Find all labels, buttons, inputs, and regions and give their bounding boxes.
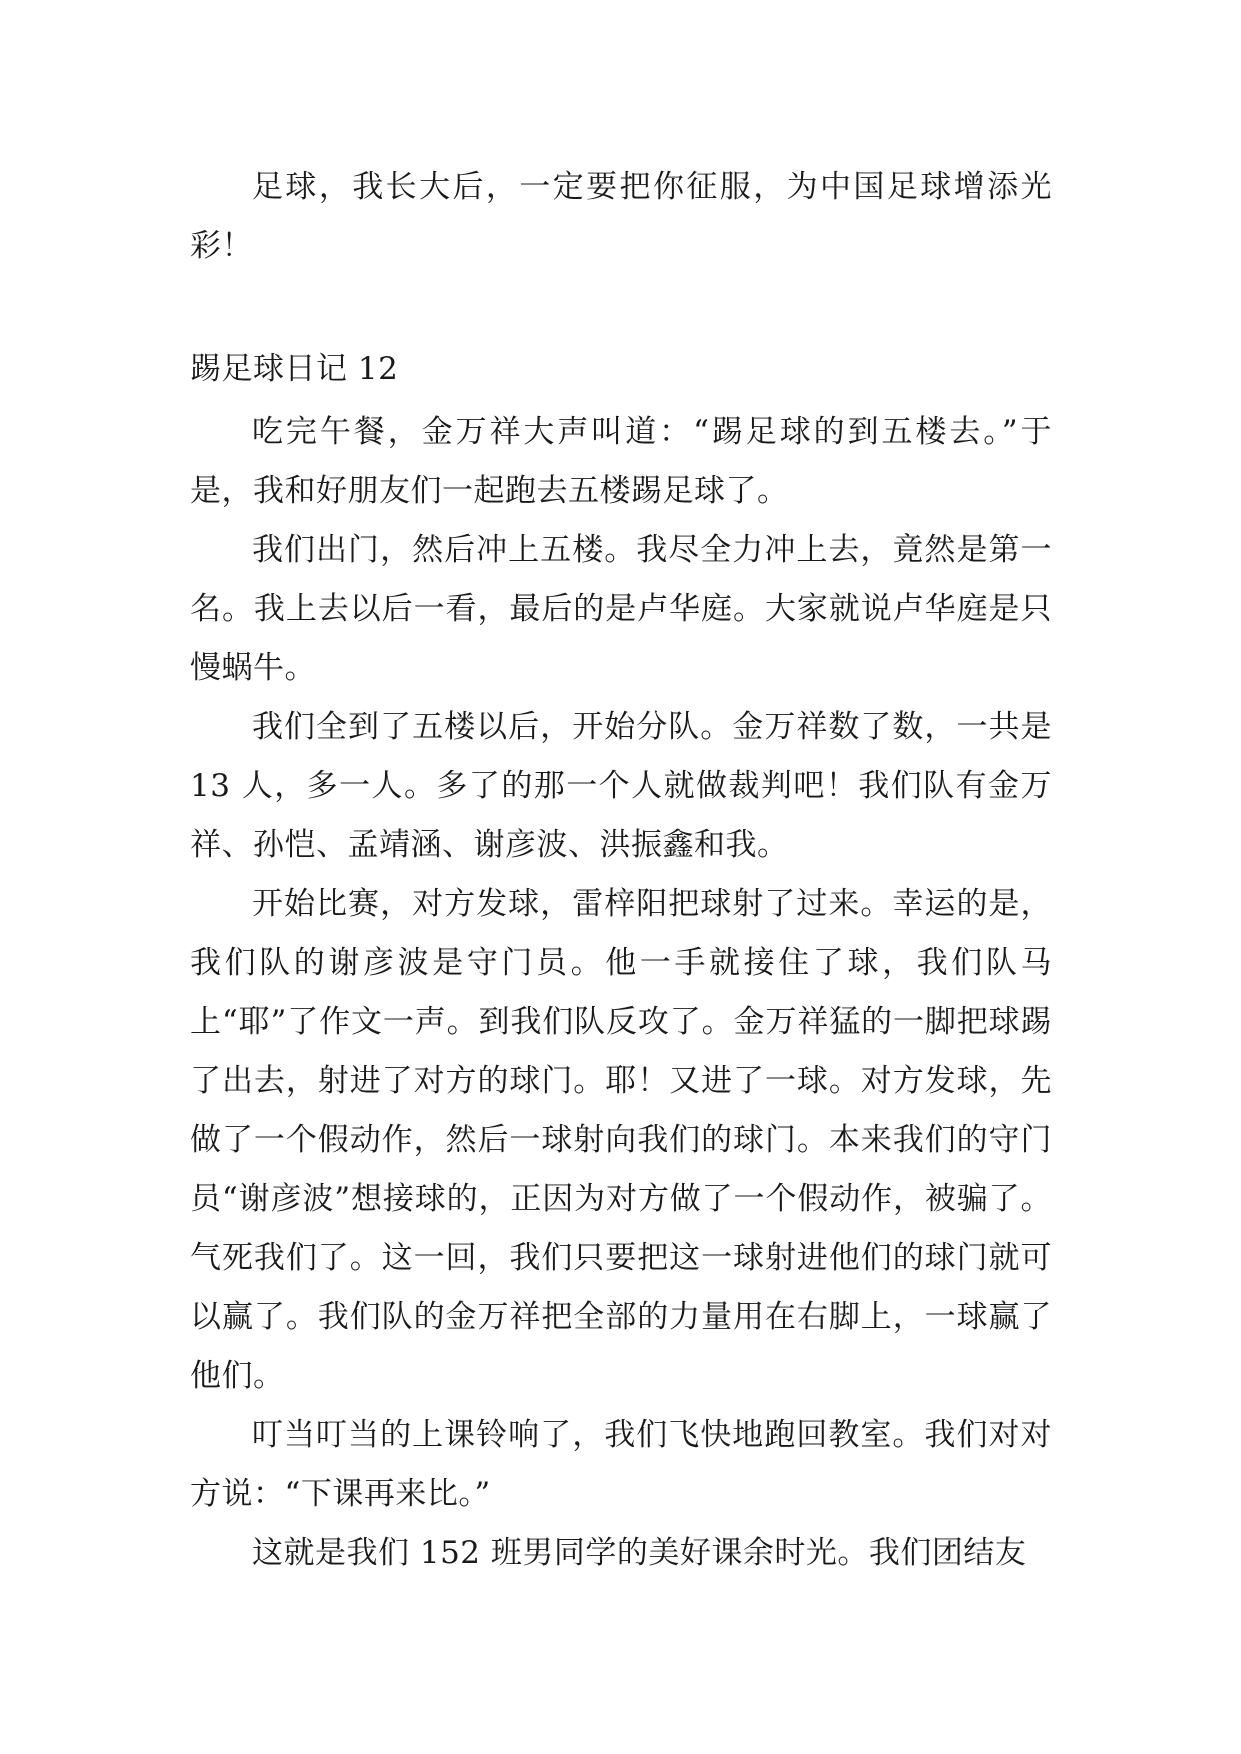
paragraph-3: 我们全到了五楼以后，开始分队。金万祥数了数，一共是 13 人，多一人。多了的那一个人就做裁判吧！我们队有金万祥、孙恺、孟靖涵、谢彦波、洪振鑫和我。 <box>190 709 1052 863</box>
paragraph-2: 我们出门，然后冲上五楼。我尽全力冲上去，竟然是第一名。我上去以后一看，最后的是卢华庭。大家就说卢华庭是只慢蜗牛。 <box>190 532 1052 686</box>
paragraph-5: 叮当叮当的上课铃响了，我们飞快地跑回教室。我们对对方说：“下课再来比。” <box>190 1417 1052 1512</box>
document-body <box>190 158 1052 1583</box>
paragraph-1: 吃完午餐，金万祥大声叫道：“踢足球的到五楼去。”于是，我和好朋友们一起跑去五楼踢足球了。 <box>190 414 1052 509</box>
section-title: 踢足球日记 12 <box>190 351 399 387</box>
paragraph-6: 这就是我们 152 班男同学的美好课余时光。我们团结友 <box>252 1535 1027 1571</box>
intro-paragraph: 足球，我长大后，一定要把你征服，为中国足球增添光彩！ <box>190 169 1052 264</box>
paragraph-4: 开始比赛，对方发球，雷梓阳把球射了过来。幸运的是，我们队的谢彦波是守门员。他一手就接住了球，我们队马上“耶”了作文一声。到我们队反攻了。金万祥猛的一脚把球踢了出去，射进了对方的球门。耶！又进了一球。对方发球，先做了一个假动作，然后一球射向我们的球门。本来我们的守门员“谢彦波”想接球的，正因为对方做了一个假动作，被骗了。气死我们了。这一回，我们只要把这一球射进他们的球门就可以赢了。我们队的金万祥把全部的力量用在右脚上，一球赢了他们。 <box>190 886 1052 1394</box>
section-heading-wrap <box>190 340 1052 399</box>
